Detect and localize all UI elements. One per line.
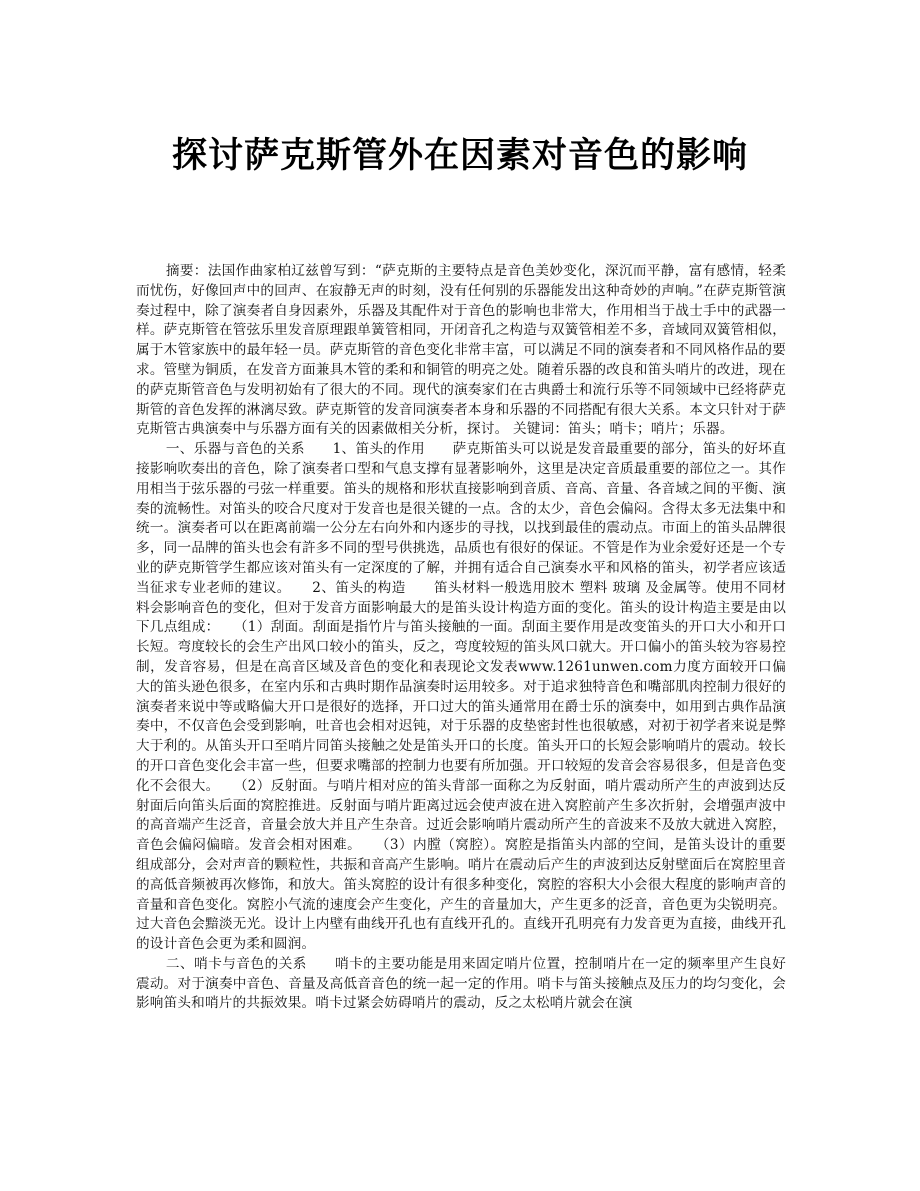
paragraph-section-two: 二、哨卡与音色的关系 哨卡的主要功能是用来固定哨片位置，控制哨片在一定的频率里产生良好震动。对于演奏中音色、音量及高低音音色的统一起一定的作用。哨卡与笛头接触点及压力的均匀变化，会影响笛头和哨片的共振效果。哨卡过紧会妨碍哨片的震动，反之太松哨片就会在演 xyxy=(136,955,786,1012)
document-title: 探讨萨克斯管外在因素对音色的影响 xyxy=(171,135,748,176)
paragraph-abstract: 摘要：法国作曲家柏辽兹曾写到：“萨克斯的主要特点是音色美妙变化，深沉而平静，富有感情，轻柔而忧伤，好像回声中的回声、在寂静无声的时刻，没有任何别的乐器能发出这种奇妙的声响。”在萨克斯管演奏过程中，除了演奏者自身因素外，乐器及其配件对于音色的影响也非常大，作用相当于战士手中的武器一样。萨克斯管在管弦乐里发音原理跟单簧管相同，开闭音孔之构造与双簧管相差不多，音域同双簧管相似，属于木管家族中的最年轻一员。萨克斯管的音色变化非常丰富，可以满足不同的演奏者和不同风格作品的要求。管壁为铜质，在发音方面兼具木管的柔和和铜管的明亮之处。随着乐器的改良和笛头哨片的改进，现在的萨克斯管音色与发明初始有了很大的不同。现代的演奏家们在古典爵士和流行乐等不同领域中已经将萨克斯管的音色发挥的淋漓尽致。萨克斯管的发音同演奏者本身和乐器的不同搭配有很大关系。本文只针对于萨克斯管古典演奏中与乐器方面有关的因素做相关分析，探讨。 关键词：笛头；哨卡；哨片；乐器。 xyxy=(136,263,786,438)
document-body xyxy=(136,262,786,1014)
paragraph-section-one: 一、乐器与音色的关系 1、笛头的作用 萨克斯笛头可以说是发音最重要的部分，笛头的好坏直接影响吹奏出的音色，除了演奏者口型和气息支撑有显著影响外，这里是决定音质最重要的部位之一。其作用相当于弦乐器的弓弦一样重要。笛头的规格和形状直接影响到音质、音高、音量、各音域之间的平衡、演奏的流畅性。对笛头的咬合尺度对于发音也是很关键的一点。含的太少，音色会偏闷。含得太多无法集中和统一。演奏者可以在距离前端一公分左右向外和内逐步的寻找，以找到最佳的震动点。市面上的笛头品牌很多，同一品牌的笛头也会有許多不同的型号供挑选，品质也有很好的保证。不管是作为业余爱好还是一个专业的萨克斯管学生都应该对笛头有一定深度的了解，并拥有适合自己演奏水平和风格的笛头，初学者应该适当征求专业老师的建议。 2、笛头的构造 笛头材料一般选用胶木 塑料 玻璃 及金属等。使用不同材料会影响音色的变化，但对于发音方面影响最大的是笛头设计构造方面的变化。笛头的设计构造主要是由以下几点组成： （1）刮面。刮面是指竹片与笛头接触的一面。刮面主要作用是改变笛头的开口大小和开口长短。弯度较长的会生产出风口较小的笛头，反之，弯度较短的笛头风口就大。开口偏小的笛头较为容易控制，发音容易，但是在高音区域及音色的变化和表现论文发表www.1261unwen.com力度方面较开口偏大的笛头逊色很多，在室内乐和古典时期作品演奏时运用较多。对于追求独特音色和嘴部肌肉控制力很好的演奏者来说中等或略偏大开口是很好的选择，开口过大的笛头通常用在爵士乐的演奏中，如用到古典作品演奏中，不仅音色会受到影响，吐音也会相对迟钝，对于乐器的皮垫密封性也很敏感，对初于初学者来说是弊大于利的。从笛头开口至哨片同笛头接触之处是笛头开口的长度。笛头开口的长短会影响哨片的震动。较长的开口音色变化会丰富一些，但要求嘴部的控制力也要有所加强。开口较短的发音会容易很多，但是音色变化不会很大。 （2）反射面。与哨片相对应的笛头背部一面称之为反射面，哨片震动所产生的声波到达反射面后向笛头后面的窝腔推进。反射面与哨片距离过远会使声波在进入窝腔前产生多次折射，会增强声波中的高音端产生泛音，音量会放大并且产生杂音。过近会影响哨片震动所产生的音波来不及放大就进入窝腔，音色会偏闷偏暗。发音会相对困难。 （3）内膛（窝腔）。窝腔是指笛头内部的空间，是笛头设计的重要组成部分，会对声音的颗粒性，共振和音高产生影响。哨片在震动后产生的声波到达反射壁面后在窝腔里音的高低音频被再次修饰，和放大。笛头窝腔的设计有很多种变化，窝腔的容积大小会很大程度的影响声音的音量和音色变化。窝腔小气流的速度会产生变化，产生的音量加大，产生更多的泛音，音色更为尖锐明亮。过大音色会黯淡无光。设计上内壁有曲线开孔也有直线开孔的。直线开孔明亮有力发音更为直接，曲线开孔的设计音色会更为柔和圆润。 xyxy=(136,441,786,953)
